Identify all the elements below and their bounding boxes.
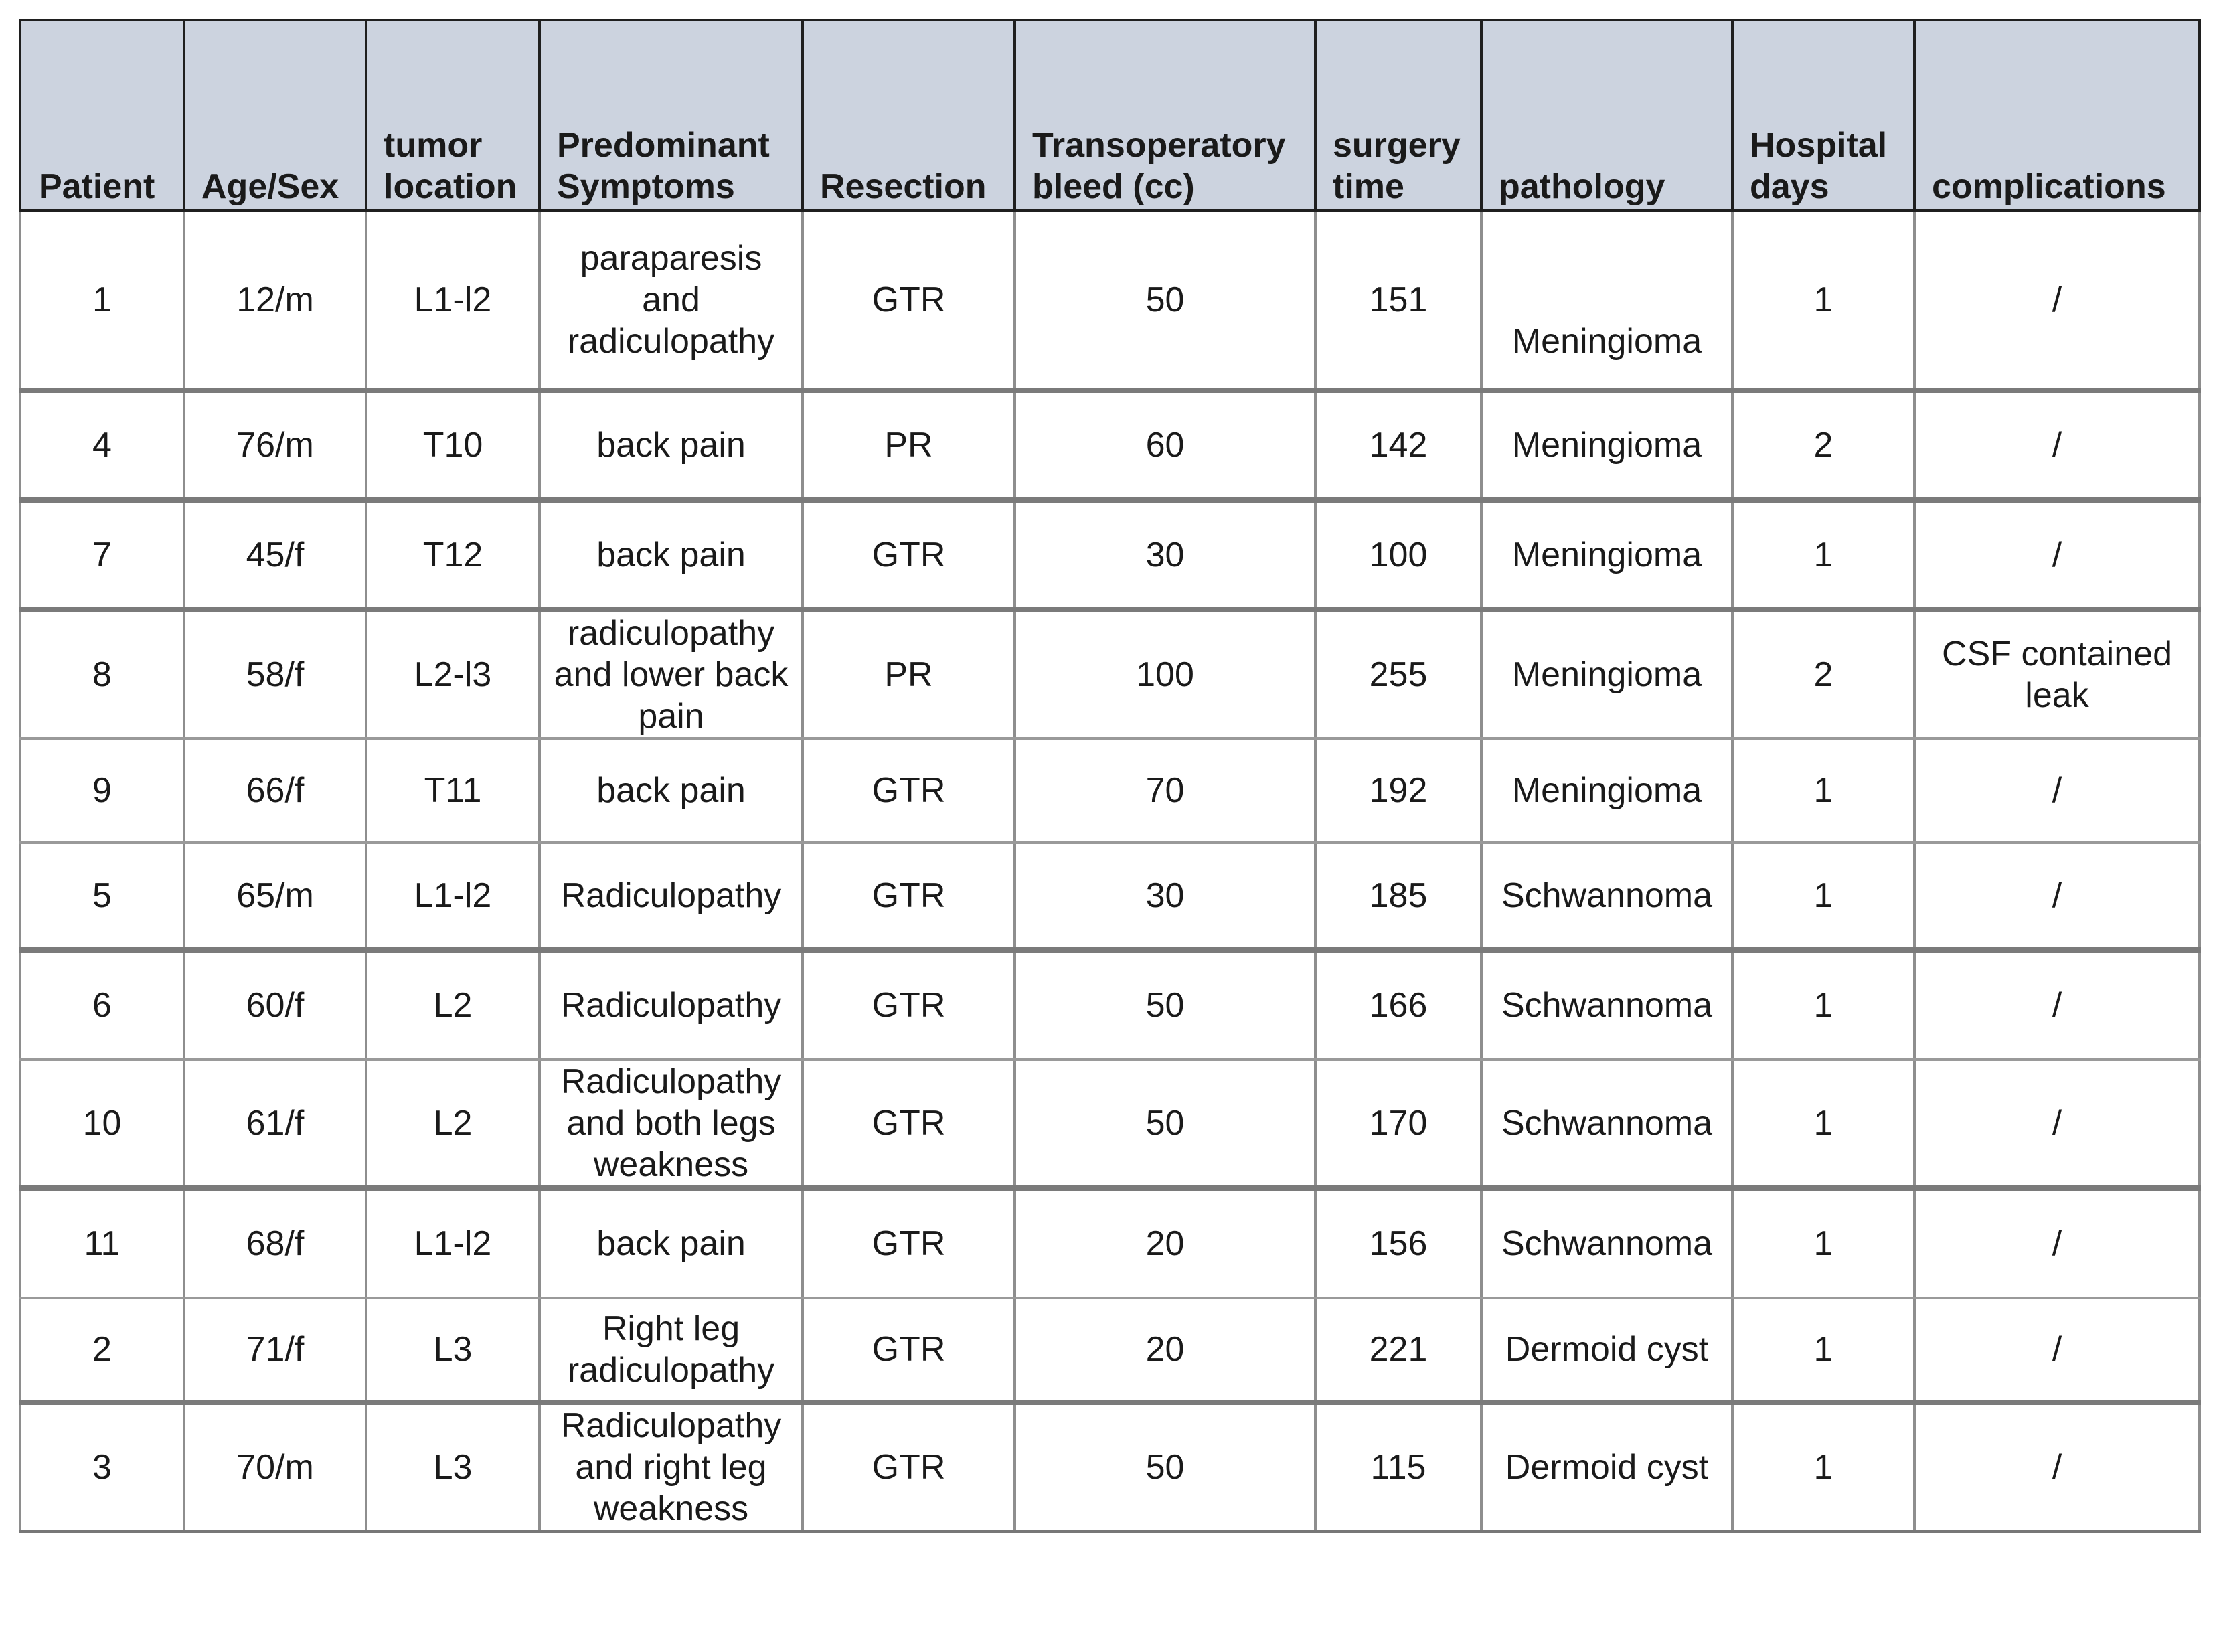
cell-patient: 3: [20, 1402, 184, 1532]
cell-complications: /: [1914, 1188, 2200, 1298]
cell-pathology: Meningioma: [1481, 500, 1732, 610]
cell-patient: 11: [20, 1188, 184, 1298]
table-row: [20, 1188, 2200, 1298]
cell-complications: /: [1914, 843, 2200, 950]
cell-pathology: Dermoid cyst: [1481, 1402, 1732, 1532]
cell-surgery-time: 166: [1315, 950, 1481, 1060]
cell-tumor-location: L3: [366, 1298, 540, 1402]
cell-age-sex: 66/f: [184, 738, 366, 843]
cell-symptoms: Radiculopathy: [540, 843, 803, 950]
cell-patient: 2: [20, 1298, 184, 1402]
cell-tumor-location: L2: [366, 950, 540, 1060]
cell-resection: PR: [803, 390, 1015, 500]
cell-age-sex: 65/m: [184, 843, 366, 950]
cell-pathology: Dermoid cyst: [1481, 1298, 1732, 1402]
cell-patient: 8: [20, 610, 184, 738]
header-complications: complications: [1914, 20, 2200, 211]
cell-symptoms: Radiculopathy: [540, 950, 803, 1060]
cell-pathology: Meningioma: [1481, 211, 1732, 390]
cell-age-sex: 76/m: [184, 390, 366, 500]
header-row: [20, 20, 2200, 211]
cell-tumor-location: T11: [366, 738, 540, 843]
header-patient: Patient: [20, 20, 184, 211]
header-predominant-symptoms: Predominant Symptoms: [540, 20, 803, 211]
patient-table-container: [19, 19, 2198, 1533]
cell-resection: PR: [803, 610, 1015, 738]
cell-surgery-time: 255: [1315, 610, 1481, 738]
cell-resection: GTR: [803, 1188, 1015, 1298]
cell-age-sex: 45/f: [184, 500, 366, 610]
header-tumor-location: tumor location: [366, 20, 540, 211]
table-row: [20, 1060, 2200, 1188]
cell-age-sex: 68/f: [184, 1188, 366, 1298]
cell-complications: /: [1914, 1298, 2200, 1402]
cell-resection: GTR: [803, 500, 1015, 610]
cell-pathology: Schwannoma: [1481, 1188, 1732, 1298]
cell-symptoms: radiculopathy and lower back pain: [540, 610, 803, 738]
cell-pathology: Meningioma: [1481, 390, 1732, 500]
cell-patient: 7: [20, 500, 184, 610]
cell-hospital-days: 1: [1732, 211, 1914, 390]
table-body: [20, 211, 2200, 1532]
cell-surgery-time: 142: [1315, 390, 1481, 500]
cell-complications: /: [1914, 1060, 2200, 1188]
cell-symptoms: back pain: [540, 500, 803, 610]
cell-tumor-location: L3: [366, 1402, 540, 1532]
cell-tumor-location: T10: [366, 390, 540, 500]
cell-age-sex: 12/m: [184, 211, 366, 390]
cell-surgery-time: 185: [1315, 843, 1481, 950]
cell-tumor-location: L1-l2: [366, 211, 540, 390]
cell-complications: /: [1914, 211, 2200, 390]
table-row: [20, 500, 2200, 610]
table-row: [20, 843, 2200, 950]
cell-age-sex: 61/f: [184, 1060, 366, 1188]
cell-hospital-days: 1: [1732, 1402, 1914, 1532]
cell-age-sex: 58/f: [184, 610, 366, 738]
cell-hospital-days: 1: [1732, 1188, 1914, 1298]
header-pathology: pathology: [1481, 20, 1732, 211]
cell-symptoms: back pain: [540, 1188, 803, 1298]
cell-pathology: Schwannoma: [1481, 950, 1732, 1060]
table-row: [20, 1298, 2200, 1402]
cell-tumor-location: L1-l2: [366, 1188, 540, 1298]
table-row: [20, 610, 2200, 738]
cell-hospital-days: 1: [1732, 1060, 1914, 1188]
table-row: [20, 950, 2200, 1060]
cell-symptoms: back pain: [540, 390, 803, 500]
cell-hospital-days: 2: [1732, 610, 1914, 738]
cell-hospital-days: 1: [1732, 950, 1914, 1060]
cell-symptoms: Right leg radiculopathy: [540, 1298, 803, 1402]
cell-complications: /: [1914, 950, 2200, 1060]
cell-patient: 9: [20, 738, 184, 843]
cell-complications: CSF contained leak: [1914, 610, 2200, 738]
cell-bleed: 70: [1015, 738, 1315, 843]
cell-patient: 5: [20, 843, 184, 950]
cell-complications: /: [1914, 1402, 2200, 1532]
cell-bleed: 30: [1015, 500, 1315, 610]
cell-bleed: 50: [1015, 1402, 1315, 1532]
header-age-sex: Age/Sex: [184, 20, 366, 211]
cell-bleed: 100: [1015, 610, 1315, 738]
cell-hospital-days: 1: [1732, 738, 1914, 843]
cell-patient: 1: [20, 211, 184, 390]
cell-complications: /: [1914, 738, 2200, 843]
cell-complications: /: [1914, 390, 2200, 500]
table-row: [20, 1402, 2200, 1532]
cell-tumor-location: L2-l3: [366, 610, 540, 738]
cell-resection: GTR: [803, 738, 1015, 843]
cell-tumor-location: T12: [366, 500, 540, 610]
cell-age-sex: 60/f: [184, 950, 366, 1060]
cell-surgery-time: 221: [1315, 1298, 1481, 1402]
cell-resection: GTR: [803, 843, 1015, 950]
cell-symptoms: paraparesis and radiculopathy: [540, 211, 803, 390]
patient-outcomes-table: [19, 19, 2201, 1533]
cell-tumor-location: L1-l2: [366, 843, 540, 950]
cell-hospital-days: 2: [1732, 390, 1914, 500]
cell-pathology: Meningioma: [1481, 610, 1732, 738]
cell-surgery-time: 100: [1315, 500, 1481, 610]
cell-surgery-time: 151: [1315, 211, 1481, 390]
cell-pathology: Schwannoma: [1481, 843, 1732, 950]
cell-surgery-time: 115: [1315, 1402, 1481, 1532]
cell-resection: GTR: [803, 950, 1015, 1060]
header-hospital-days: Hospital days: [1732, 20, 1914, 211]
table-row: [20, 738, 2200, 843]
cell-resection: GTR: [803, 1298, 1015, 1402]
cell-pathology: Schwannoma: [1481, 1060, 1732, 1188]
cell-hospital-days: 1: [1732, 1298, 1914, 1402]
cell-bleed: 20: [1015, 1298, 1315, 1402]
cell-symptoms: Radiculopathy and right leg weakness: [540, 1402, 803, 1532]
cell-hospital-days: 1: [1732, 500, 1914, 610]
cell-symptoms: Radiculopathy and both legs weakness: [540, 1060, 803, 1188]
cell-surgery-time: 192: [1315, 738, 1481, 843]
cell-resection: GTR: [803, 1402, 1015, 1532]
cell-bleed: 50: [1015, 211, 1315, 390]
cell-age-sex: 70/m: [184, 1402, 366, 1532]
cell-symptoms: back pain: [540, 738, 803, 843]
cell-pathology: Meningioma: [1481, 738, 1732, 843]
table-row: [20, 211, 2200, 390]
cell-patient: 6: [20, 950, 184, 1060]
cell-resection: GTR: [803, 1060, 1015, 1188]
cell-tumor-location: L2: [366, 1060, 540, 1188]
table-row: [20, 390, 2200, 500]
cell-bleed: 50: [1015, 1060, 1315, 1188]
cell-bleed: 60: [1015, 390, 1315, 500]
cell-age-sex: 71/f: [184, 1298, 366, 1402]
cell-bleed: 30: [1015, 843, 1315, 950]
table-header: [20, 20, 2200, 211]
cell-patient: 10: [20, 1060, 184, 1188]
header-transoperatory-bleed: Transoperatory bleed (cc): [1015, 20, 1315, 211]
header-surgery-time: surgery time: [1315, 20, 1481, 211]
cell-hospital-days: 1: [1732, 843, 1914, 950]
cell-surgery-time: 170: [1315, 1060, 1481, 1188]
cell-surgery-time: 156: [1315, 1188, 1481, 1298]
cell-complications: /: [1914, 500, 2200, 610]
cell-resection: GTR: [803, 211, 1015, 390]
cell-bleed: 50: [1015, 950, 1315, 1060]
cell-bleed: 20: [1015, 1188, 1315, 1298]
cell-patient: 4: [20, 390, 184, 500]
header-resection: Resection: [803, 20, 1015, 211]
